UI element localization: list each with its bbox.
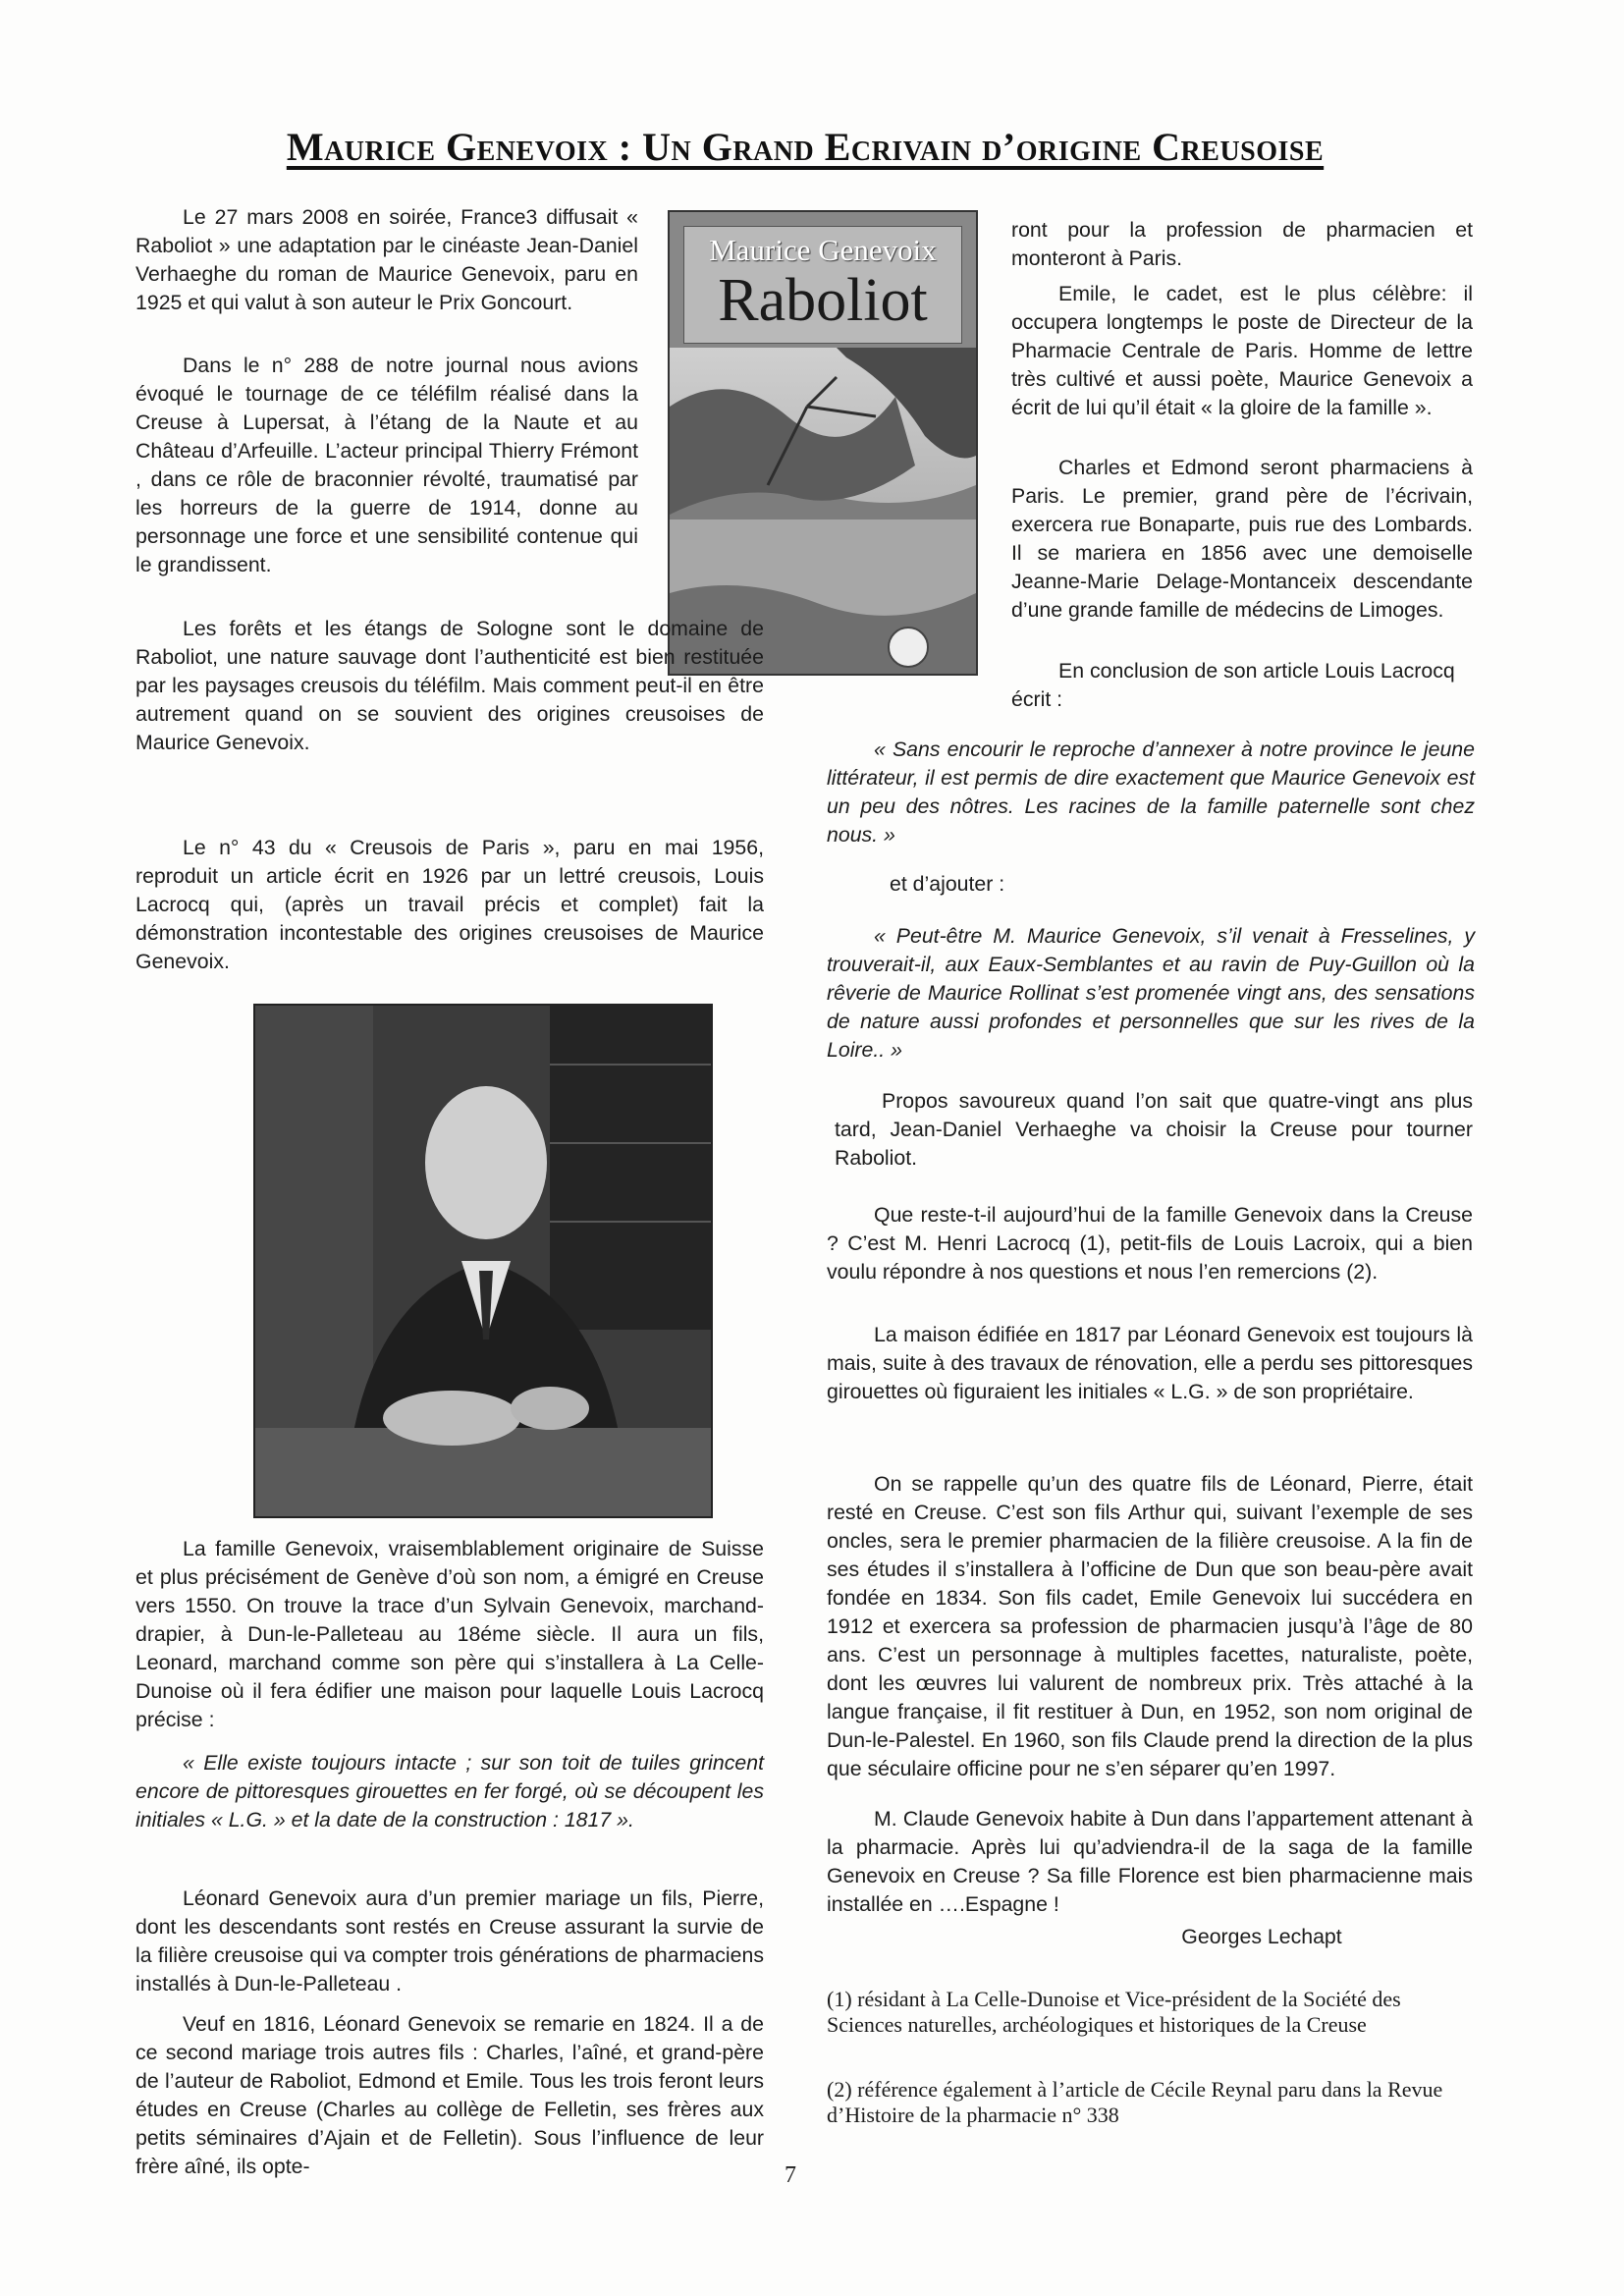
right-paragraph-3: Charles et Edmond seront pharmaciens à Paris. Le premier, grand père de l’écrivain, exercera rue Bonaparte, puis rue des Lombards. Il se mariera en 1856 avec une demoiselle Jeanne-Marie Delage-Montanceix descendante d’une grande famille de médecins de Limoges. (1011, 456, 1473, 622)
portrait-photo (253, 1004, 713, 1518)
right-paragraph-9: On se rappelle qu’un des quatre fils de Léonard, Pierre, était resté en Creuse. C’est son fils Arthur qui, suivant l’exemple de ses oncles, sera le premier pharmacien de la filière creusoise. A la fin de ses études il s’installera à l’officine de Dun que son beau-père avait fondée en 1834. Son fils cadet, Emile Genevoix lui succédera en 1912 et exercera sa profession de pharmacien jusqu’à l’âge de 80 ans. C’est un personnage à multiples facettes, naturaliste, poète, dont les œuvres lui valurent de nombreux prix. Très attaché à la langue française, il fit restituer à Dun, en 1952, son nom original de Dun-le-Palestel. En 1960, son fils Claude prend la direction de la plus que séculaire officine pour ne s’en séparer qu’en 1997. (827, 1472, 1473, 1780)
right-paragraph-6: Propos savoureux quand l’on sait que quatre-vingt ans plus tard, Jean-Daniel Verhaeghe va choisir la Creuse pour tourner Raboliot. (835, 1089, 1473, 1170)
left-paragraph-6: Léonard Genevoix aura d’un premier mariage un fils, Pierre, dont les descendants sont restés en Creuse assurant la survie de la filière creusoise qui va compter trois générations de pharmaciens installés à Dun-le-Palleteau . (135, 1886, 764, 1995)
right-paragraph-8: La maison édifiée en 1817 par Léonard Genevoix est toujours là mais, suite à des travaux de rénovation, elle a perdu ses pittoresques girouettes où figuraient les initiales « L.G. » de son propriétaire. (827, 1323, 1473, 1403)
cover-author: Maurice Genevoix (709, 233, 937, 267)
right-paragraph-7: Que reste-t-il aujourd’hui de la famille Genevoix dans la Creuse ? C’est M. Henri Lacrocq (1), petit-fils de Louis Lacroix, qui a bien voulu répondre à nos questions et nous l’en remercions (2). (827, 1203, 1473, 1284)
portrait-illustration (255, 1006, 711, 1516)
article-title: Maurice Genevoix : Un Grand Ecrivain d’origine Creusoise (286, 125, 1325, 169)
cover-title-band (683, 226, 962, 344)
right-paragraph-10: M. Claude Genevoix habite à Dun dans l’appartement attenant à la pharmacie. Après lui qu’adviendra-il de la saga de la famille Genevoix en Creuse ? Sa fille Florence est bien pharmacienne mais installée en ….Espagne ! (827, 1807, 1473, 1916)
footnote-2: (2) référence également à l’article de Cécile Reynal paru dans la Revue d’Histoire de la pharmacie n° 338 (827, 2077, 1443, 2127)
left-paragraph-1: Le 27 mars 2008 en soirée, France3 diffusait « Raboliot » une adaptation par le cinéaste Jean-Daniel Verhaeghe du roman de Maurice Genevoix, paru en 1925 et qui valut à son auteur le Prix Goncourt. (135, 205, 638, 314)
left-quote-1: « Elle existe toujours intacte ; sur son toit de tuiles grincent encore de pittoresques girouettes en fer forgé, où se découpent les initiales « L.G. » et la date de la construction : 1817 ». (135, 1751, 764, 1831)
left-paragraph-2: Dans le n° 288 de notre journal nous avions évoqué le tournage de ce téléfilm réalisé dans la Creuse à Lupersat, à l’étang de la Naute et au Château d’Arfeuille. L’acteur principal Thierry Frémont , dans ce rôle de braconnier révolté, traumatisé par les horreurs de la guerre de 1914, donne au personnage une force et une sensibilité contenue qui le grandissent. (135, 354, 638, 576)
right-quote-1: « Sans encourir le reproche d’annexer à notre province le jeune littérateur, il est permis de dire exactement que Maurice Genevoix est un peu des nôtres. Les racines de la famille paternelle sont chez nous. » (827, 738, 1475, 847)
left-paragraph-5: La famille Genevoix, vraisemblablement originaire de Suisse et plus précisément de Genève d’où son nom, a émigré en Creuse vers 1550. On trouve la trace d’un Sylvain Genevoix, marchand-drapier, à Dun-le-Palleteau au 18éme siècle. Il aura un fils, Leonard, marchand comme son père qui s’installera à La Celle-Dunoise où il fera édifier une maison pour laquelle Louis Lacrocq précise : (135, 1537, 764, 1731)
page-number: 7 (785, 2162, 796, 2188)
footnote-1: (1) résidant à La Celle-Dunoise et Vice-président de la Société des Sciences naturelles, archéologiques et historiques de la Creuse (827, 1987, 1401, 2037)
publisher-logo-icon (888, 627, 929, 668)
book-cover-image (668, 210, 978, 676)
right-paragraph-5: et d’ajouter : (890, 872, 1005, 896)
left-paragraph-3: Les forêts et les étangs de Sologne sont le domaine de Raboliot, une nature sauvage dont l’authenticité est bien restituée par les paysages creusois du téléfilm. Mais comment peut-il en être autrement quand on se souvient des origines creusoises de Maurice Genevoix. (135, 617, 764, 754)
right-paragraph-1: ront pour la profession de pharmacien et monteront à Paris. (1011, 218, 1473, 270)
left-paragraph-7: Veuf en 1816, Léonard Genevoix se remarie en 1824. Il a de ce second mariage trois autres fils : Charles, l’aîné, et grand-père de l’auteur de Raboliot, Edmond et Emile. Tous les trois feront leurs études en Creuse (Charles au collège de Felletin, ses frères aux petits séminaires d’Ajain et de Felletin). Sous l’influence de leur frère aîné, ils opte- (135, 2012, 764, 2178)
cover-book-title: Raboliot (718, 267, 928, 334)
author-signature: Georges Lechapt (1181, 1925, 1342, 1948)
right-paragraph-4: En conclusion de son article Louis Lacrocq écrit : (1011, 659, 1455, 711)
right-paragraph-2: Emile, le cadet, est le plus célèbre: il occupera longtemps le poste de Directeur de la Pharmacie Centrale de Paris. Homme de lettre très cultivé et aussi poète, Maurice Genevoix a écrit de lui qu’il était « la gloire de la famille ». (1011, 282, 1473, 419)
right-quote-2: « Peut-être M. Maurice Genevoix, s’il venait à Fresselines, y trouverait-il, aux Eaux-Semblantes et au ravin de Puy-Guillon où la rêverie de Maurice Rollinat s’est promenée vingt ans, des sensations de nature aussi profondes et personnelles que sur les rives de la Loire.. » (827, 924, 1475, 1062)
left-paragraph-4: Le n° 43 du « Creusois de Paris », paru en mai 1956, reproduit un article écrit en 1926 par un lettré creusois, Louis Lacrocq qui, (après un travail précis et complet) fait la démonstration incontestable des origines creusoises de Maurice Genevoix. (135, 836, 764, 973)
